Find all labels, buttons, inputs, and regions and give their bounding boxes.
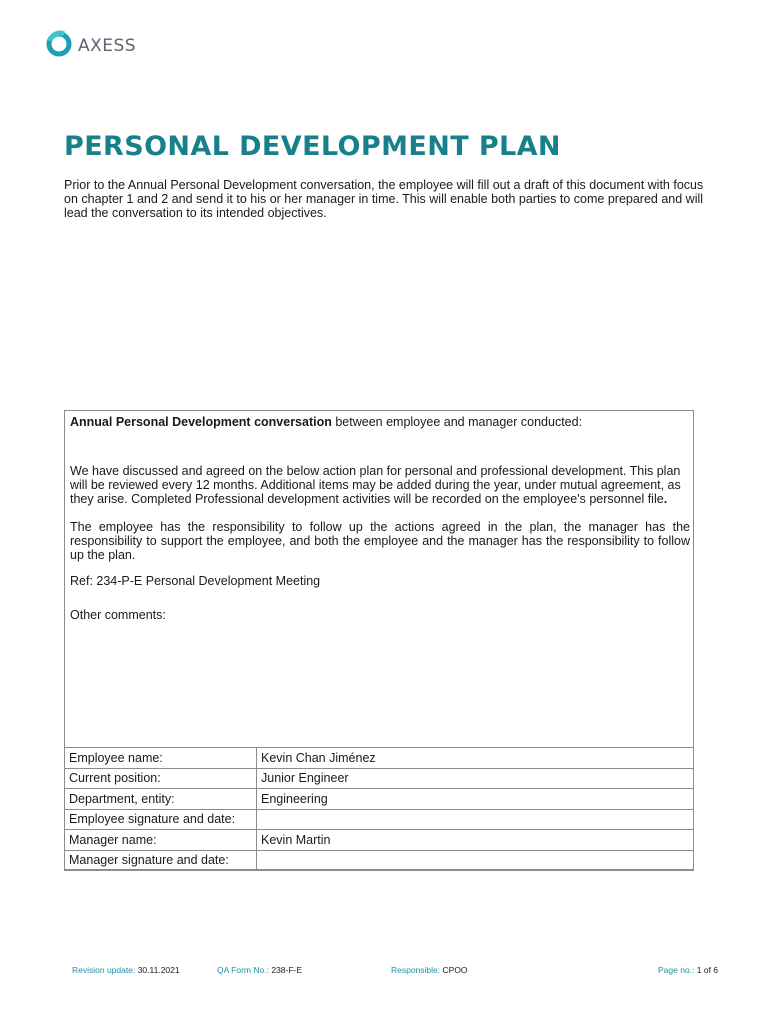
info-label: Current position: bbox=[65, 768, 257, 789]
info-value[interactable] bbox=[257, 809, 694, 830]
info-label: Employee name: bbox=[65, 748, 257, 769]
footer-qa-form bbox=[217, 965, 302, 975]
info-row bbox=[65, 768, 694, 789]
conversation-text bbox=[70, 415, 690, 622]
reference-line: Ref: 234-P-E Personal Development Meeting bbox=[70, 574, 321, 588]
footer-page-number bbox=[658, 965, 718, 975]
conversation-heading-bold: Annual Personal Development conversation bbox=[70, 415, 332, 429]
qa-value: 238-F-E bbox=[271, 965, 303, 975]
info-label: Employee signature and date: bbox=[65, 809, 257, 830]
info-row bbox=[65, 809, 694, 830]
info-value[interactable] bbox=[257, 850, 694, 871]
responsibility-paragraph: The employee has the responsibility to follow up the actions agreed in the plan, the manager has the responsibility to support the employee, and both the employee and the manager has the responsibility to follow up the plan. bbox=[70, 520, 690, 562]
page-title: PERSONAL DEVELOPMENT PLAN bbox=[64, 131, 561, 162]
responsible-label: Responsible: bbox=[391, 965, 441, 975]
info-value[interactable]: Engineering bbox=[257, 789, 694, 810]
info-label: Manager name: bbox=[65, 830, 257, 851]
footer-revision bbox=[72, 965, 180, 975]
qa-label: QA Form No.: bbox=[217, 965, 269, 975]
logo-text: AXESS bbox=[78, 36, 137, 56]
employee-info-table bbox=[64, 747, 694, 871]
info-label: Manager signature and date: bbox=[65, 850, 257, 871]
info-value[interactable]: Kevin Chan Jiménez bbox=[257, 748, 694, 769]
info-row bbox=[65, 748, 694, 769]
info-row bbox=[65, 850, 694, 871]
intro-paragraph: Prior to the Annual Personal Development conversation, the employee will fill out a draft of this document with focus on chapter 1 and 2 and send it to his or her manager in time. This will enable both parties to come prepared and will lead the conversation to its intended objectives. bbox=[64, 178, 704, 220]
conversation-heading bbox=[70, 415, 690, 429]
responsible-value: CPOO bbox=[442, 965, 468, 975]
revision-label: Revision update: bbox=[72, 965, 136, 975]
info-label: Department, entity: bbox=[65, 789, 257, 810]
info-value[interactable]: Kevin Martin bbox=[257, 830, 694, 851]
info-value[interactable]: Junior Engineer bbox=[257, 768, 694, 789]
conversation-heading-rest: between employee and manager conducted: bbox=[331, 415, 583, 429]
other-comments-label: Other comments: bbox=[70, 608, 166, 622]
agreement-paragraph bbox=[70, 464, 690, 506]
page-value: 1 of 6 bbox=[696, 965, 719, 975]
axess-logo-icon bbox=[46, 29, 76, 59]
footer-responsible bbox=[391, 965, 468, 975]
info-row bbox=[65, 830, 694, 851]
axess-logo bbox=[46, 29, 136, 59]
agreement-text: We have discussed and agreed on the below action plan for personal and professional development. This plan will be reviewed every 12 months. Additional items may be added during the year, under mutual agreement, as they arise. Completed Professional development activities will be recorded on the employee's personnel file bbox=[70, 464, 681, 506]
conversation-box bbox=[64, 410, 694, 870]
agreement-period: . bbox=[663, 492, 668, 506]
revision-value: 30.11.2021 bbox=[137, 965, 180, 975]
page-label: Page no.: bbox=[658, 965, 695, 975]
info-row bbox=[65, 789, 694, 810]
